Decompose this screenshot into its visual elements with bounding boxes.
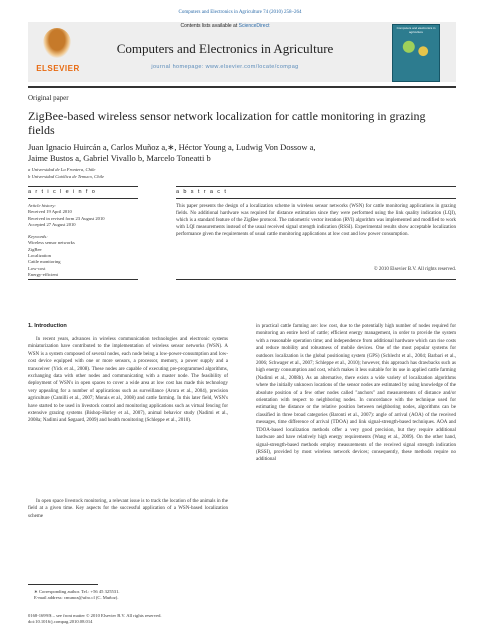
history-received: Received 19 April 2010 bbox=[28, 209, 72, 215]
keyword: Localization bbox=[28, 253, 51, 259]
abstract-copyright: © 2010 Elsevier B.V. All rights reserved. bbox=[373, 267, 456, 272]
abstract-rule-end bbox=[176, 279, 456, 280]
author-email[interactable]: E-mail address: cmunoz@ufro.cl (C. Muñoz). bbox=[34, 595, 119, 601]
keyword: ZigBee bbox=[28, 246, 42, 252]
affiliations bbox=[28, 167, 104, 180]
masthead-center bbox=[90, 23, 360, 70]
cover-artwork bbox=[398, 38, 434, 60]
contents-prefix: Contents lists available at bbox=[180, 23, 238, 29]
contents-line bbox=[90, 23, 360, 29]
doi-line[interactable]: doi:10.1016/j.compag.2010.08.014 bbox=[28, 619, 93, 625]
header-rule bbox=[28, 86, 456, 88]
journal-reference[interactable]: Computers and Electronics in Agriculture 74 (2010) 258–264 bbox=[178, 10, 302, 15]
abstract-rule-top bbox=[176, 186, 456, 187]
paper-title: ZigBee-based wireless sensor network localization for cattle monitoring in grazing fields bbox=[28, 109, 426, 137]
keywords-label: Keywords: bbox=[28, 234, 48, 240]
authors-line-1: Juan Ignacio Huircán a, Carlos Muñoz a,∗, Héctor Young a, Ludwig Von Dossow a, bbox=[28, 142, 316, 152]
info-rule-end bbox=[28, 279, 138, 280]
footnote bbox=[34, 589, 234, 602]
affiliation-b: b Universidad Católica de Temuco, Chile bbox=[28, 173, 105, 179]
section-heading-introduction: 1. Introduction bbox=[28, 323, 67, 329]
corresponding-author: ∗ Corresponding author. Tel.: +56 45 325531. bbox=[34, 589, 120, 594]
history-revised: Received in revised form 23 August 2010 bbox=[28, 215, 105, 221]
abstract-rule-bottom bbox=[176, 198, 456, 199]
sciencedirect-link[interactable]: ScienceDirect bbox=[238, 23, 270, 29]
bottom-metadata bbox=[28, 613, 328, 626]
history-accepted: Accepted 27 August 2010 bbox=[28, 221, 76, 227]
abstract-heading: a b s t r a c t bbox=[176, 189, 228, 195]
journal-title: Computers and Electronics in Agriculture bbox=[116, 41, 334, 56]
intro-right-column: in practical cattle farming are: low cost, due to the potentially high number of nodes required for monitoring an entire herd of cattle; efficient energy management, in order to provide the system with a reasonable operation time; and independence from additional hardware which can rise costs and reduce mobility and robustness of mobile devices. One of the most popular systems for outdoors localization is the global positioning system (GPS) (Schlecht et al., 2004; Barbari et al., 2006; Schwager et al., 2007; Schleppe et al., 2010); however, this approach has drawbacks such as high energy consumption and cost, which makes it less suitable for its use in applied cattle farming (Nadimi et al., 2008b). As an alternative, there exists a wide variety of localization algorithms where the initially unknown locations of the sensor nodes are estimated by using knowledge of the absolute position of a few other nodes called "anchors" and measurements of distance and/or orientation with respect to neighboring nodes. In concordance with the technique used for estimating the distance or the relative position between neighboring nodes, algorithms can be classified in three broad categories (Baronti et al., 2007): angle of arrival (AOA) of the received messages, time difference of arrival (TDOA) and link signal-strength-based techniques. AOA and TDOA-based localization methods offer a very good precision, but they require additional hardware and have relatively high energy requirements (Wang et al., 2009). On the other hand, signal-strength-based methods employ measurements of the received signal strength indication (RSSI), provided by most wireless network devices; consequently, these methods require no additional bbox=[256, 324, 456, 463]
info-rule-bottom bbox=[28, 198, 138, 199]
keyword: Wireless sensor networks bbox=[28, 240, 75, 246]
authors-line-2: Jaime Bustos a, Gabriel Vivallo b, Marcelo Toneatti b bbox=[28, 153, 211, 163]
info-rule-top bbox=[28, 186, 138, 187]
keyword: Energy-efficient bbox=[28, 271, 58, 277]
publisher-logo: ELSEVIER bbox=[36, 64, 80, 73]
history-label: Article history: bbox=[28, 203, 56, 208]
author-list bbox=[28, 142, 448, 164]
paper-type: Original paper bbox=[28, 94, 69, 102]
footnote-rule bbox=[28, 584, 98, 585]
journal-homepage-link[interactable]: journal homepage: www.elsevier.com/locate/compag bbox=[151, 64, 299, 70]
issn-line: 0168-1699/$ – see front matter © 2010 Elsevier B.V. All rights reserved. bbox=[28, 613, 162, 618]
elsevier-tree-logo bbox=[43, 28, 71, 58]
keyword: Low-cost bbox=[28, 265, 46, 271]
intro-paragraph-2: In open space livestock monitoring, a relevant issue is to track the location of the animals in the field at a given time. Key aspects for the successful application of a WSN-based localization scheme bbox=[28, 499, 228, 519]
article-info bbox=[28, 203, 158, 278]
abstract-text: This paper presents the design of a localization scheme in wireless sensor networks (WSN) for cattle monitoring applications in grazing fields. No additional hardware was required for distance estimation since they were performed using the link quality indication (LQI), which is a standard feature of the ZigBee protocol. The ratiometric vector iteration (RVI) algorithm was implemented and modified to work with LQI measurements instead of the usual received signal strength indication (RSSI). Experimental results show acceptable localization performance given the requirements of usual cattle monitoring applications at low cost and low power consumption. bbox=[176, 204, 456, 237]
intro-paragraph-1: In recent years, advances in wireless communication technologies and electronic systems miniaturization have contributed to the implementation of wireless sensor networks (WSN). A WSN is a system composed of several nodes, each node being a low-power-consumption and low-cost device equipped with one or more sensors, a processor, memory, a power supply and a transceiver (Yick et al., 2008). These nodes are capable of executing pre-programmed algorithms, exchanging data with other nodes and communicating with a master node. The feasibility of deployment of WSN's in open spaces to cover a wide area at low cost has made this technology very appealing for a number of applications such as surveillance (Arora et al., 2004), precision agriculture (Camilli et al., 2007; Morais et al., 2008) and cattle farming. In this later field, WSN's have started to be used in livestock control and monitoring applications such as virtual fencing for extensive grazing systems (Bishop-Hurley et al., 2007), animal behavior study (Nadimi et al., 2008a; Nadimi and Søgaard, 2009) and health monitoring (Schleppe et al., 2010). bbox=[28, 337, 228, 424]
cover-label: Computers and electronics in agriculture bbox=[396, 26, 436, 34]
article-info-heading: a r t i c l e i n f o bbox=[28, 189, 97, 195]
affiliation-a: a Universidad de La Frontera, Chile bbox=[28, 167, 96, 172]
keyword: Cattle monitoring bbox=[28, 259, 61, 265]
